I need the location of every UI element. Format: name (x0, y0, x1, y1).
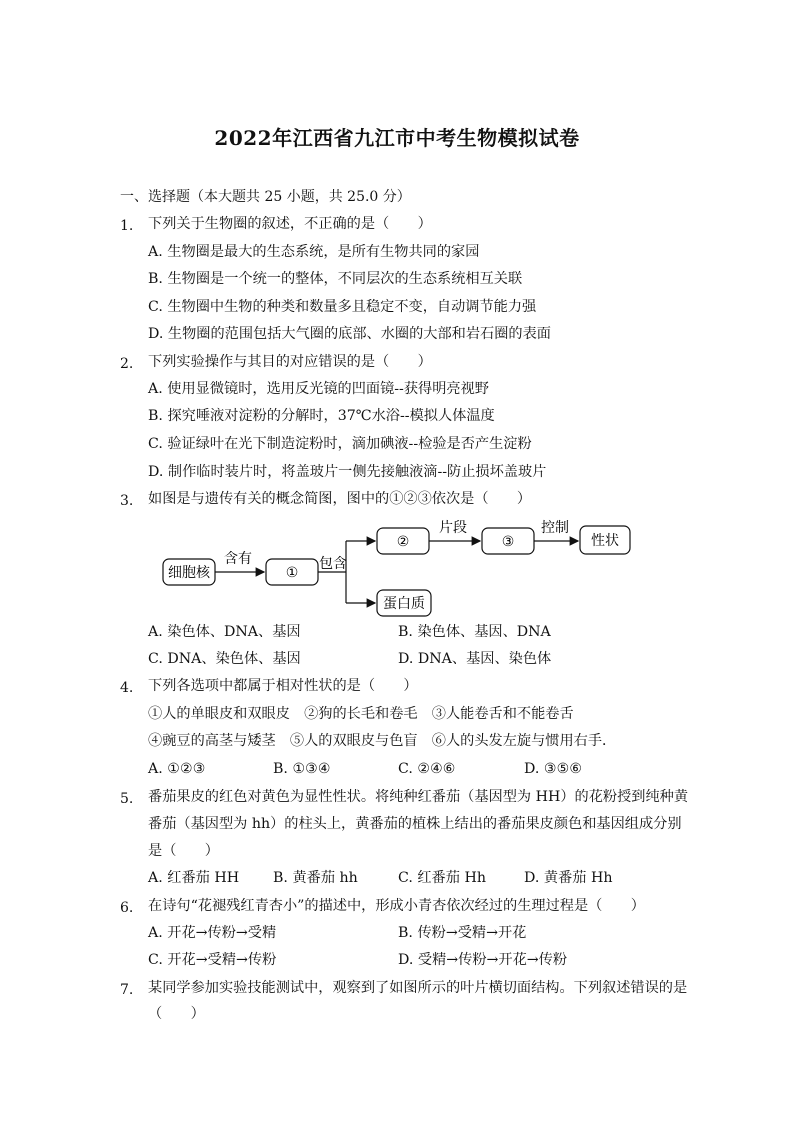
nucleus-label: 细胞核 (168, 565, 210, 581)
protein-label: 蛋白质 (383, 596, 425, 612)
question-number: 6. (120, 900, 134, 916)
option-b: B. 染色体、基因、DNA (398, 624, 551, 640)
question-stem: 如图是与遗传有关的概念简图，图中的①②③依次是（ ） (148, 491, 532, 507)
question-number: 4. (120, 680, 134, 696)
option-c: C. 开花→受精→传粉 (148, 952, 277, 968)
option-d: D. ③⑤⑥ (524, 761, 583, 777)
option-a: A. 使用显微镜时，选用反光镜的凹面镜--获得明亮视野 (148, 381, 489, 397)
control-label: 控制 (541, 520, 569, 536)
question-number: 1. (120, 218, 134, 234)
question-line: ④豌豆的高茎与矮茎 ⑤人的双眼皮与色盲 ⑥人的头发左旋与惯用右手． (148, 733, 617, 749)
option-b: B. 黄番茄 hh (273, 870, 358, 886)
question-number: 5. (120, 791, 134, 807)
question-stem: 在诗句“花褪残红青杏小”的描述中，形成小青杏依次经过的生理过程是（ ） (148, 898, 645, 914)
option-d: D. 受精→传粉→开花→传粉 (398, 952, 568, 968)
option-c: C. ②④⑥ (398, 761, 456, 777)
option-c: C. 红番茄 Hh (398, 870, 486, 886)
question-stem: 下列实验操作与其目的对应错误的是（ ） (148, 354, 432, 370)
question-number: 2. (120, 356, 134, 372)
node-3-label: ③ (501, 534, 515, 550)
question-line: 番茄（基因型为 hh）的柱头上，黄番茄的植株上结出的番茄果皮颜色和基因组成分别 (148, 816, 682, 832)
question-line: （ ） (148, 1006, 205, 1022)
question-stem: 下列各选项中都属于相对性状的是（ ） (148, 678, 418, 694)
segment-label: 片段 (439, 520, 467, 536)
option-d: D. 生物圈的范围包括大气圈的底部、水圈的大部和岩石圈的表面 (148, 326, 551, 342)
option-d: D. 黄番茄 Hh (524, 870, 613, 886)
option-c: C. 验证绿叶在光下制造淀粉时，滴加碘液--检验是否产生淀粉 (148, 436, 532, 452)
option-a: A. ①②③ (148, 761, 206, 777)
contains-label: 含有 (224, 551, 252, 567)
question-line: 是（ ） (148, 843, 219, 859)
question-line: 某同学参加实验技能测试中，观察到了如图所示的叶片横切面结构。下列叙述错误的是 (148, 980, 688, 996)
option-a: A. 生物圈是最大的生态系统，是所有生物共同的家园 (148, 244, 480, 260)
option-c: C. DNA、染色体、基因 (148, 651, 301, 667)
question-stem: 下列关于生物圈的叙述，不正确的是（ ） (148, 216, 432, 232)
includes-label: 包含 (319, 556, 347, 572)
trait-label: 性状 (591, 533, 619, 549)
question-line: ①人的单眼皮和双眼皮 ②狗的长毛和卷毛 ③人能卷舌和不能卷舌 (148, 706, 574, 722)
option-b: B. ①③④ (273, 761, 331, 777)
option-a: A. 染色体、DNA、基因 (148, 624, 301, 640)
question-number: 3. (120, 493, 134, 509)
option-b: B. 传粉→受精→开花 (398, 925, 527, 941)
section-heading: 一、选择题（本大题共 25 小题，共 25.0 分） (120, 189, 411, 205)
option-c: C. 生物圈中生物的种类和数量多且稳定不变，自动调节能力强 (148, 299, 537, 315)
node-1-label: ① (285, 565, 299, 581)
node-2-label: ② (396, 534, 410, 550)
option-a: A. 开花→传粉→受精 (148, 925, 277, 941)
option-d: D. 制作临时装片时，将盖玻片一侧先接触液滴--防止损坏盖玻片 (148, 464, 547, 480)
question-number: 7. (120, 982, 134, 998)
question-line: 番茄果皮的红色对黄色为显性性状。将纯种红番茄（基因型为 HH）的花粉授到纯种黄 (148, 789, 689, 805)
option-b: B. 生物圈是一个统一的整体，不同层次的生态系统相互关联 (148, 271, 523, 287)
page-title: 2022年江西省九江市中考生物模拟试卷 (214, 126, 580, 150)
option-b: B. 探究唾液对淀粉的分解时，37℃水浴--模拟人体温度 (148, 408, 495, 424)
option-d: D. DNA、基因、染色体 (398, 651, 552, 667)
option-a: A. 红番茄 HH (148, 870, 240, 886)
genetics-concept-diagram (150, 518, 650, 624)
